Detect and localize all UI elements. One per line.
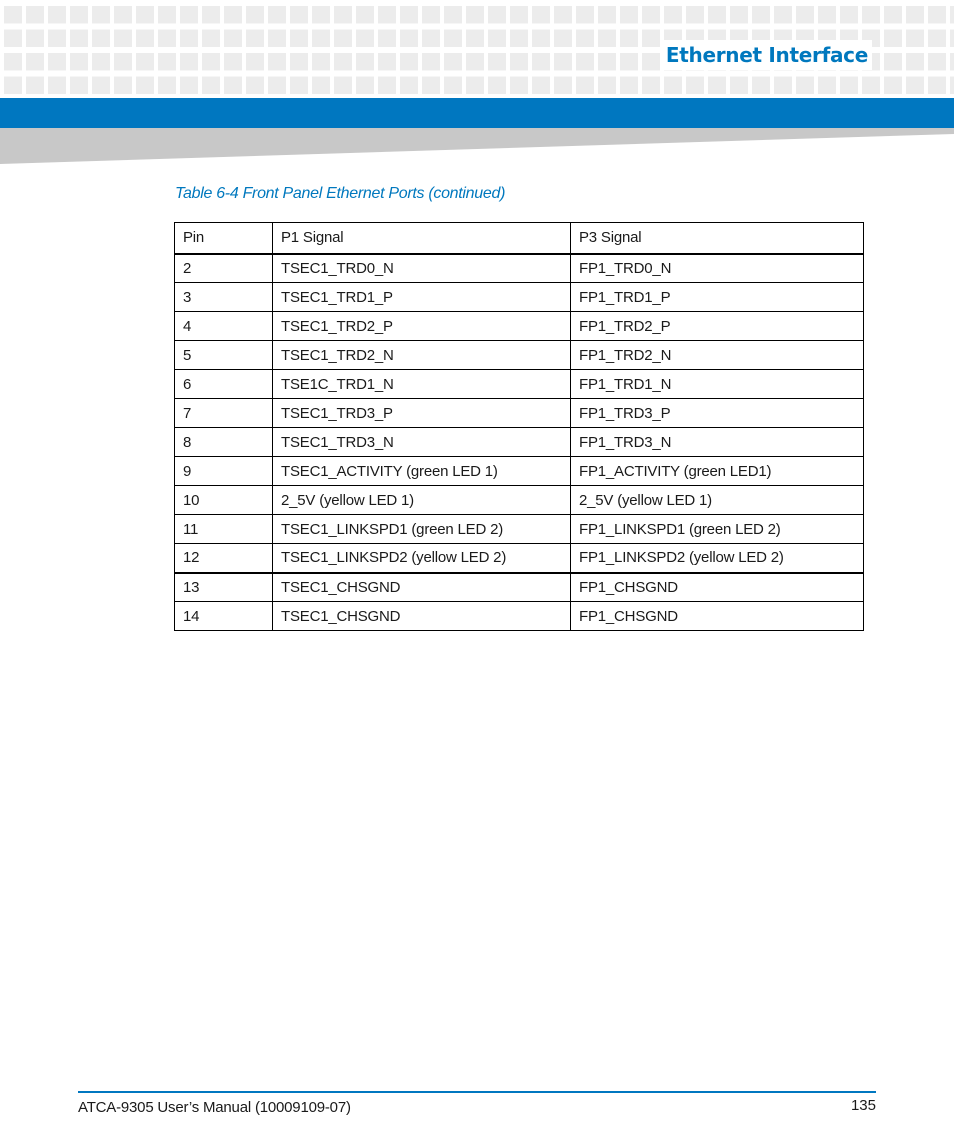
cell-p3-signal: FP1_CHSGND: [571, 573, 864, 602]
table-row: [175, 602, 864, 631]
cell-p3-signal: FP1_LINKSPD1 (green LED 2): [571, 515, 864, 544]
cell-p1-signal: TSEC1_CHSGND: [273, 573, 571, 602]
cell-pin: 4: [175, 312, 273, 341]
table-row: [175, 283, 864, 312]
cell-p1-signal: TSE1C_TRD1_N: [273, 370, 571, 399]
cell-pin: 14: [175, 602, 273, 631]
cell-p3-signal: FP1_LINKSPD2 (yellow LED 2): [571, 544, 864, 573]
table-row: [175, 312, 864, 341]
front-panel-ethernet-ports-table: [174, 222, 864, 631]
page-number: 135: [850, 1097, 876, 1114]
cell-p1-signal: TSEC1_LINKSPD2 (yellow LED 2): [273, 544, 571, 573]
footer-document-title: ATCA-9305 User’s Manual (10009109-07): [78, 1099, 351, 1116]
cell-pin: 13: [175, 573, 273, 602]
column-header-p3-signal: P3 Signal: [571, 223, 864, 254]
table-row: [175, 486, 864, 515]
cell-p1-signal: TSEC1_ACTIVITY (green LED 1): [273, 457, 571, 486]
table-row: [175, 573, 864, 602]
cell-p3-signal: FP1_ACTIVITY (green LED1): [571, 457, 864, 486]
table-row: [175, 399, 864, 428]
cell-p3-signal: FP1_TRD2_P: [571, 312, 864, 341]
column-header-pin: Pin: [175, 223, 273, 254]
table-header-row: [175, 223, 864, 254]
header-gray-wedge: [0, 128, 954, 164]
table-row: [175, 254, 864, 283]
cell-p1-signal: TSEC1_LINKSPD1 (green LED 2): [273, 515, 571, 544]
table-body: [175, 254, 864, 631]
cell-p1-signal: TSEC1_TRD1_P: [273, 283, 571, 312]
cell-pin: 2: [175, 254, 273, 283]
cell-pin: 6: [175, 370, 273, 399]
table-row: [175, 370, 864, 399]
cell-p1-signal: TSEC1_CHSGND: [273, 602, 571, 631]
cell-p1-signal: TSEC1_TRD3_P: [273, 399, 571, 428]
cell-p3-signal: FP1_TRD3_P: [571, 399, 864, 428]
cell-p3-signal: FP1_TRD0_N: [571, 254, 864, 283]
cell-p3-signal: 2_5V (yellow LED 1): [571, 486, 864, 515]
header-blue-band: [0, 98, 954, 128]
cell-p3-signal: FP1_TRD3_N: [571, 428, 864, 457]
cell-p3-signal: FP1_TRD1_P: [571, 283, 864, 312]
table-row: [175, 341, 864, 370]
footer-divider: [78, 1091, 876, 1093]
cell-pin: 5: [175, 341, 273, 370]
cell-pin: 10: [175, 486, 273, 515]
cell-p3-signal: FP1_CHSGND: [571, 602, 864, 631]
cell-p3-signal: FP1_TRD2_N: [571, 341, 864, 370]
cell-p3-signal: FP1_TRD1_N: [571, 370, 864, 399]
table-header: [175, 223, 864, 254]
cell-pin: 7: [175, 399, 273, 428]
table-row: [175, 457, 864, 486]
cell-pin: 9: [175, 457, 273, 486]
cell-p1-signal: TSEC1_TRD2_P: [273, 312, 571, 341]
column-header-p1-signal: P1 Signal: [273, 223, 571, 254]
section-title: Ethernet Interface: [662, 40, 872, 70]
table-row: [175, 544, 864, 573]
cell-p1-signal: 2_5V (yellow LED 1): [273, 486, 571, 515]
cell-pin: 12: [175, 544, 273, 573]
cell-p1-signal: TSEC1_TRD2_N: [273, 341, 571, 370]
table-row: [175, 428, 864, 457]
cell-p1-signal: TSEC1_TRD0_N: [273, 254, 571, 283]
table-row: [175, 515, 864, 544]
cell-pin: 11: [175, 515, 273, 544]
table-caption: Table 6-4 Front Panel Ethernet Ports (continued): [175, 185, 506, 202]
cell-pin: 3: [175, 283, 273, 312]
cell-pin: 8: [175, 428, 273, 457]
cell-p1-signal: TSEC1_TRD3_N: [273, 428, 571, 457]
